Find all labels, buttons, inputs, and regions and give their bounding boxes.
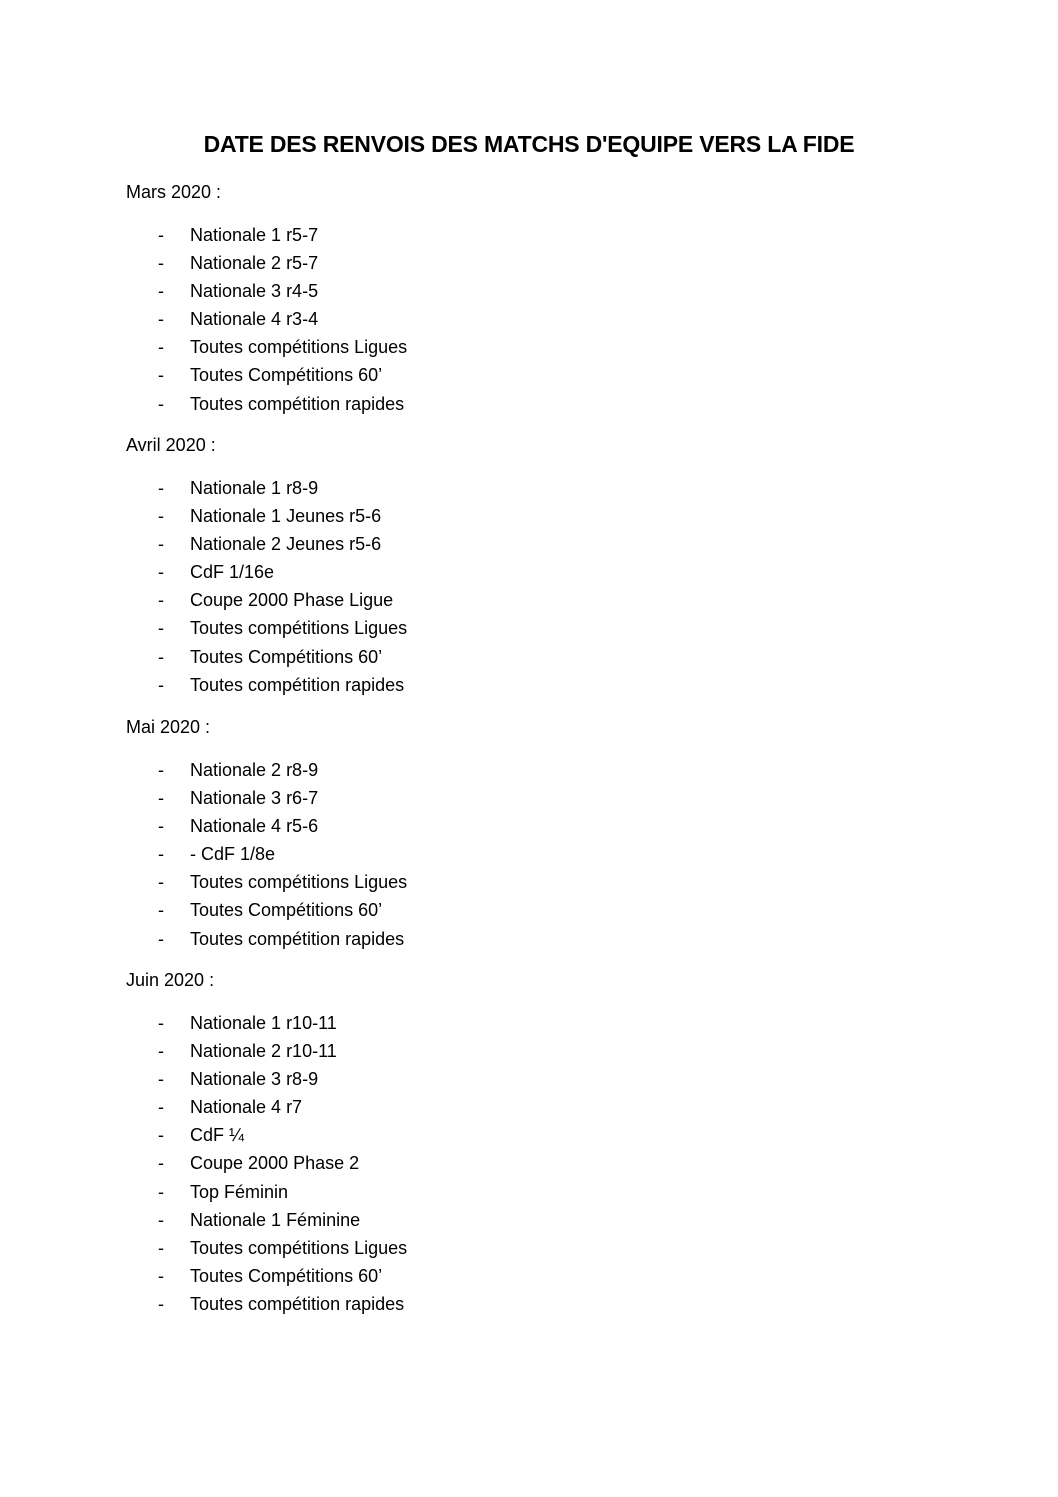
list-item-text: Coupe 2000 Phase Ligue [190, 590, 394, 611]
list-item-text: Toutes Compétitions 60’ [190, 365, 383, 386]
dash-bullet: - [158, 1013, 164, 1033]
list-item [0, 333, 1058, 361]
dash-bullet: - [158, 900, 164, 921]
dash-bullet: - [158, 1041, 164, 1062]
list-item-text: CdF ¼ [190, 1125, 245, 1146]
dash-bullet: - [158, 674, 164, 695]
list-item-text: Nationale 4 r5-6 [190, 816, 319, 837]
list-item [0, 249, 1058, 277]
list-item [0, 868, 1058, 896]
list-item [0, 1037, 1058, 1065]
dash-bullet: - [158, 816, 164, 837]
list-item-text: - CdF 1/8e [190, 844, 276, 865]
list-item-text: Toutes compétitions Ligues [190, 872, 408, 893]
list-item [0, 840, 1058, 868]
list-item-text: Toutes compétition rapides [190, 393, 405, 414]
list-item-text: Toutes compétition rapides [190, 928, 405, 949]
list-item [0, 812, 1058, 840]
list-item-text: Nationale 1 r8-9 [190, 478, 319, 498]
list-item [0, 558, 1058, 586]
dash-bullet: - [158, 1069, 164, 1090]
list-item [0, 361, 1058, 389]
list-item-text: Toutes compétitions Ligues [190, 618, 408, 639]
list-item-text: Toutes compétitions Ligues [190, 337, 408, 358]
list-item-text: Toutes Compétitions 60’ [190, 646, 383, 667]
dash-bullet: - [158, 253, 164, 274]
list-item [0, 502, 1058, 530]
dash-bullet: - [158, 337, 164, 358]
list-item [0, 277, 1058, 305]
section-list-avril-2020 [0, 474, 1058, 699]
dash-bullet: - [158, 1237, 164, 1258]
list-item-text: Nationale 2 r5-7 [190, 253, 319, 274]
list-item-text: Toutes Compétitions 60’ [190, 900, 383, 921]
list-item-text: Toutes compétition rapides [190, 1293, 405, 1314]
list-item-text: Toutes compétition rapides [190, 674, 405, 695]
list-item-text: Nationale 3 r6-7 [190, 788, 319, 809]
list-item [0, 671, 1058, 699]
list-item-text: Nationale 2 r10-11 [190, 1041, 337, 1062]
list-item-text: Top Féminin [190, 1181, 289, 1202]
dash-bullet: - [158, 928, 164, 949]
list-item-text: Nationale 4 r7 [190, 1097, 303, 1118]
list-item-text: Nationale 1 r5-7 [190, 225, 319, 245]
dash-bullet: - [158, 872, 164, 893]
list-item [0, 586, 1058, 614]
dash-bullet: - [158, 844, 164, 865]
list-item [0, 1065, 1058, 1093]
dash-bullet: - [158, 534, 164, 555]
dash-bullet: - [158, 562, 164, 583]
dash-bullet: - [158, 1181, 164, 1202]
section-heading-avril-2020: Avril 2020 : [126, 435, 216, 455]
list-item-text: Toutes Compétitions 60’ [190, 1265, 383, 1286]
page-title: DATE DES RENVOIS DES MATCHS D'EQUIPE VERS LA FIDE [203, 131, 855, 157]
dash-bullet: - [158, 1125, 164, 1146]
dash-bullet: - [158, 788, 164, 809]
list-item [0, 1234, 1058, 1262]
dash-bullet: - [158, 225, 164, 245]
list-item [0, 390, 1058, 418]
list-item [0, 1093, 1058, 1121]
list-item-text: Nationale 4 r3-4 [190, 309, 319, 330]
list-item-text: Nationale 3 r4-5 [190, 281, 319, 302]
list-item [0, 643, 1058, 671]
list-item [0, 1149, 1058, 1177]
dash-bullet: - [158, 646, 164, 667]
list-item [0, 1290, 1058, 1318]
list-item [0, 305, 1058, 333]
dash-bullet: - [158, 1097, 164, 1118]
list-item [0, 1121, 1058, 1149]
dash-bullet: - [158, 618, 164, 639]
list-item [0, 1178, 1058, 1206]
section-heading-juin-2020: Juin 2020 : [126, 970, 215, 990]
section-heading-mars-2020: Mars 2020 : [126, 182, 222, 202]
dash-bullet: - [158, 1209, 164, 1230]
dash-bullet: - [158, 590, 164, 611]
list-item-text: Nationale 3 r8-9 [190, 1069, 319, 1090]
section-list-mars-2020 [0, 221, 1058, 418]
list-item-text: Nationale 1 Féminine [190, 1209, 361, 1230]
list-item [0, 1009, 1058, 1037]
dash-bullet: - [158, 1293, 164, 1314]
list-item-text: Nationale 2 Jeunes r5-6 [190, 534, 382, 555]
dash-bullet: - [158, 506, 164, 527]
list-item [0, 614, 1058, 642]
list-item-text: Nationale 2 r8-9 [190, 760, 319, 780]
section-list-mai-2020 [0, 756, 1058, 953]
list-item [0, 221, 1058, 249]
dash-bullet: - [158, 309, 164, 330]
list-item-text: Toutes compétitions Ligues [190, 1237, 408, 1258]
dash-bullet: - [158, 365, 164, 386]
dash-bullet: - [158, 1265, 164, 1286]
list-item-text: CdF 1/16e [190, 562, 275, 583]
list-item [0, 756, 1058, 784]
dash-bullet: - [158, 760, 164, 780]
list-item [0, 1206, 1058, 1234]
list-item [0, 896, 1058, 924]
section-heading-mai-2020: Mai 2020 : [126, 717, 211, 737]
list-item [0, 530, 1058, 558]
dash-bullet: - [158, 281, 164, 302]
list-item-text: Coupe 2000 Phase 2 [190, 1153, 360, 1174]
section-list-juin-2020 [0, 1009, 1058, 1318]
list-item [0, 925, 1058, 953]
dash-bullet: - [158, 393, 164, 414]
dash-bullet: - [158, 1153, 164, 1174]
dash-bullet: - [158, 478, 164, 498]
list-item-text: Nationale 1 Jeunes r5-6 [190, 506, 382, 527]
list-item-text: Nationale 1 r10-11 [190, 1013, 337, 1033]
list-item [0, 474, 1058, 502]
list-item [0, 784, 1058, 812]
list-item [0, 1262, 1058, 1290]
